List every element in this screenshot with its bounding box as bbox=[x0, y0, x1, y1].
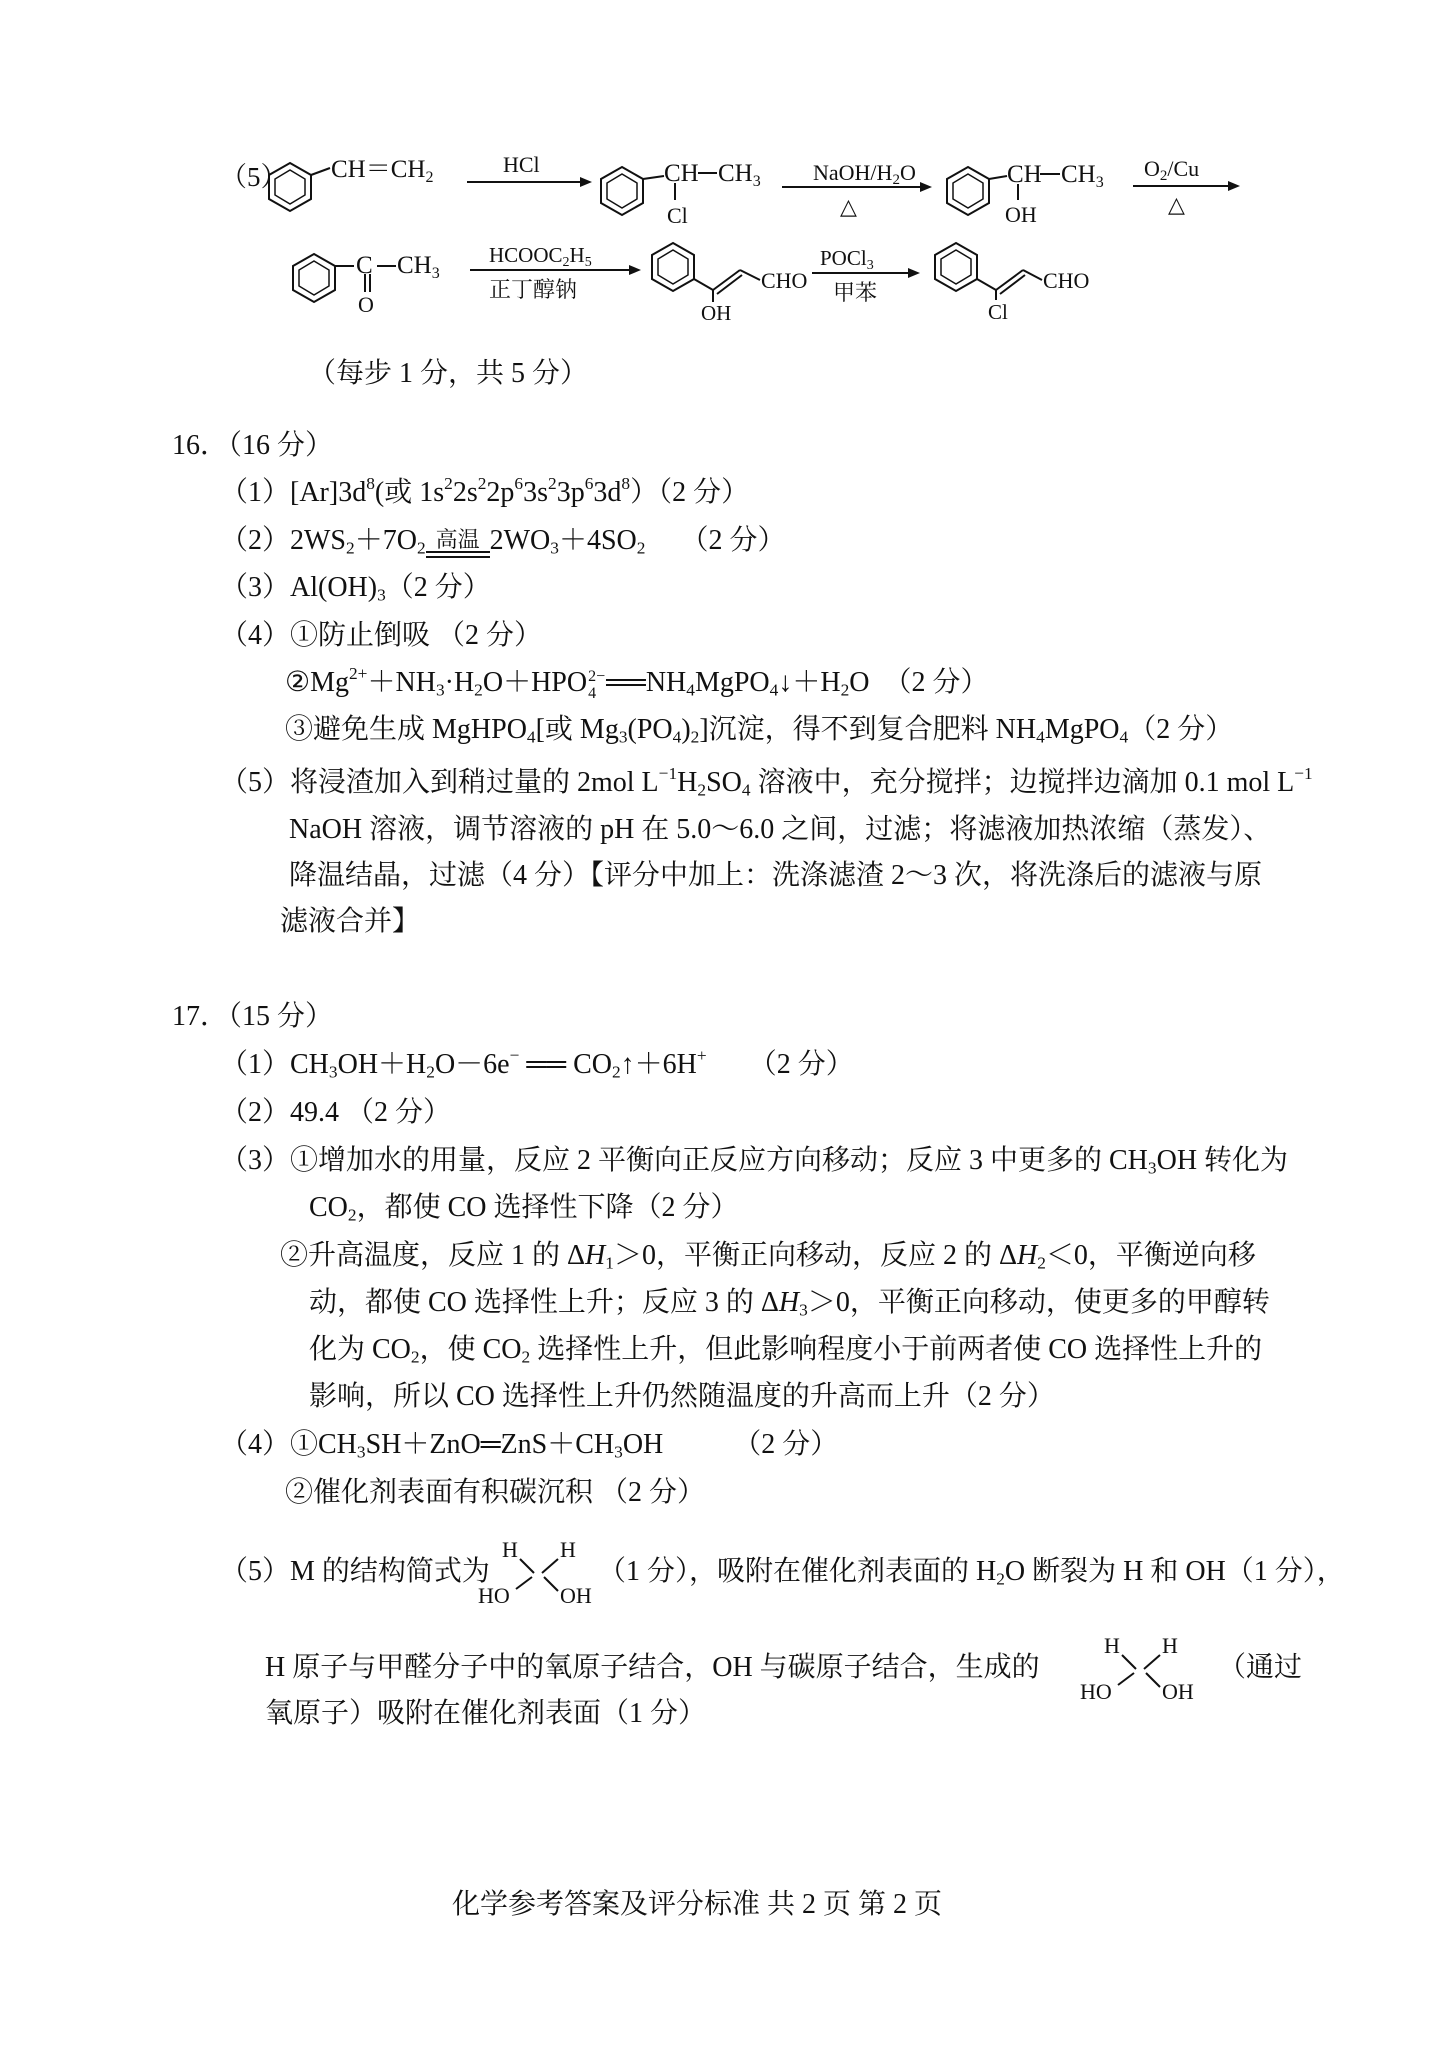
svg-text:△: △ bbox=[840, 194, 857, 219]
svg-text:HO: HO bbox=[1080, 1679, 1112, 1704]
q17-line12-post: （通过 bbox=[1218, 1652, 1303, 1683]
svg-text:CHO: CHO bbox=[1043, 268, 1090, 293]
svg-text:OH: OH bbox=[560, 1583, 592, 1608]
q16-line6: ③避免生成 MgHPO$_4$[或 $Mg_3(PO_4)_2$]沉淀，得不到复合肥料 $NH_4MgPO_4(2$ 分） bbox=[285, 714, 1234, 747]
q16-line8: NaOH 溶液，调节溶液的 pH 在 5.0～6.0 之间，过滤；将滤液加热浓缩（蒸发）、 bbox=[289, 814, 1272, 845]
svg-text:△: △ bbox=[1168, 192, 1185, 217]
q17-line8: 影响，所以 CO 选择性上升仍然随温度的升高而上升（2 分） bbox=[309, 1381, 1055, 1412]
svg-text:O2/Cu: O2/Cu bbox=[1144, 156, 1200, 184]
q16-line9: 降温结晶，过滤（4 分）【评分中加上：洗涤滤渣 2～3 次，将洗涤后的滤液与原 bbox=[289, 860, 1263, 891]
benzene-ring-5 bbox=[652, 243, 760, 302]
arrow-naoh bbox=[782, 160, 932, 219]
svg-text:H: H bbox=[1104, 1633, 1120, 1658]
q17-line1: $(1)CH_3OH+H_2O-6e^-$ ══ $CO_2↑+6H^+$ （2 分） bbox=[220, 1045, 854, 1082]
svg-text:OH: OH bbox=[701, 301, 732, 320]
svg-text:C: C bbox=[356, 252, 373, 279]
part5-label: （5） bbox=[220, 162, 288, 192]
q17-line13: 氧原子）吸附在催化剂表面（1 分） bbox=[265, 1698, 707, 1729]
q17-line3: （3）①增加水的用量，反应 2 平衡向正反应方向移动；反应 3 中更多的 $CH_3OH$ 转化为 bbox=[220, 1145, 1289, 1178]
q17-line11-post: （1 分），吸附在催化剂表面的 $H_2O$ 断裂为 H 和 OH（1 分）， bbox=[598, 1556, 1345, 1589]
svg-text:Cl: Cl bbox=[988, 300, 1008, 320]
svg-text:POCl3: POCl3 bbox=[820, 246, 874, 273]
q17-line4: $CO_2$，都使 CO 选择性下降（2 分） bbox=[309, 1192, 739, 1225]
methanediol-structure-2 bbox=[1080, 1631, 1200, 1707]
q17-line12-pre: H 原子与甲醛分子中的氧原子结合，OH 与碳原子结合，生成的 bbox=[265, 1652, 1040, 1683]
svg-text:Cl: Cl bbox=[667, 203, 688, 228]
q16-line7: （5）将浸渣加入到稍过量的 2mol $L^{-1}H_2SO_4$ 溶液中，充分搅拌；边搅拌边滴加 0.1 mol $L^{-1}$ bbox=[220, 763, 1313, 800]
svg-text:HCl: HCl bbox=[503, 152, 540, 177]
svg-text:CH: CH bbox=[664, 160, 699, 187]
q15-scoring-note: （每步 1 分，共 5 分） bbox=[308, 358, 589, 389]
svg-text:CH3: $CH_3$ bbox=[1061, 161, 1104, 191]
svg-text:正丁醇钠: 正丁醇钠 bbox=[489, 277, 578, 302]
condition-high-temp: 高温 bbox=[426, 529, 490, 558]
q17-line10: ②催化剂表面有积碳沉积 （2 分） bbox=[285, 1477, 706, 1508]
arrow-hcl bbox=[467, 152, 592, 187]
q17-line11-pre: （5）M 的结构简式为 bbox=[220, 1556, 490, 1587]
benzene-ring-4 bbox=[293, 254, 396, 302]
q16-line1: $(1)[Ar]3d^8$(或 $1s^22s^22p^63s^23p^63d^8)(2$ 分） bbox=[220, 473, 750, 508]
svg-text:HO: HO bbox=[478, 1583, 510, 1608]
reaction-scheme-row2 bbox=[280, 240, 1110, 320]
page-footer: 化学参考答案及评分标准 共 2 页 第 2 页 bbox=[452, 1889, 943, 1920]
q16-line3: $(3)Al(OH)_3(2$ 分） bbox=[220, 572, 491, 605]
svg-text:CH: CH bbox=[1007, 161, 1042, 188]
q17-header: 17．（15 分） bbox=[172, 1001, 334, 1032]
svg-text:CH3: $CH_3$ bbox=[718, 160, 761, 190]
benzene-ring-2 bbox=[601, 167, 717, 215]
arrow-hcooc2h5 bbox=[470, 243, 641, 302]
q16-line2: $(2)2WS_2+7O_2$ 高温 $2WO_3+4SO_2$ （2 分） bbox=[220, 525, 786, 558]
methanediol-structure-1 bbox=[478, 1535, 598, 1611]
svg-text:HCOOC2H5: HCOOC2H5 bbox=[489, 243, 592, 270]
benzene-ring-3 bbox=[947, 167, 1060, 215]
q16-line10: 滤液合并】 bbox=[280, 906, 421, 937]
q16-line5: $②Mg^{2+}+NH_3\cdot H_2O+HPO$ 2− 4 $══NH_4MgPO_4↓+H_2O$ （2 分） bbox=[285, 663, 989, 702]
svg-text:CH＝CH2: $CH=CH_2$ bbox=[331, 156, 434, 186]
arrow-pocl3 bbox=[812, 246, 920, 305]
svg-text:NaOH/H2O: NaOH/H2O bbox=[813, 160, 916, 188]
arrow-o2-cu bbox=[1133, 156, 1240, 217]
benzene-ring-6 bbox=[935, 243, 1042, 300]
q16-header: 16．（16 分） bbox=[172, 430, 334, 461]
svg-text:H: H bbox=[560, 1537, 576, 1562]
q17-line9: $(4)①CH_3SH+ZnO═ZnS+CH_3OH$ （2 分） bbox=[220, 1429, 839, 1462]
reaction-scheme-row1 bbox=[220, 150, 1240, 230]
svg-text:H: H bbox=[502, 1537, 518, 1562]
q17-line7: 化为 $CO_2$，使 $CO_2$ 选择性上升，但此影响程度小于前两者使 CO 选择性上升的 bbox=[309, 1334, 1263, 1367]
svg-text:CHO: CHO bbox=[761, 268, 808, 293]
svg-text:甲苯: 甲苯 bbox=[833, 280, 878, 305]
svg-text:OH: OH bbox=[1162, 1679, 1194, 1704]
svg-text:H: H bbox=[1162, 1633, 1178, 1658]
svg-text:O: O bbox=[358, 292, 374, 317]
svg-text:OH: OH bbox=[1005, 202, 1037, 227]
q16-line4: （4）①防止倒吸 （2 分） bbox=[220, 620, 543, 651]
q17-line5: ②升高温度，反应 1 的 $\Delta H_1>0$，平衡正向移动，反应 2 的 $\Delta H_2<0$，平衡逆向移 bbox=[280, 1240, 1256, 1273]
svg-text:CH3: $CH_3$ bbox=[397, 252, 440, 282]
q17-line6: 动，都使 CO 选择性上升；反应 3 的 $\Delta H_3>0$，平衡正向移动，使更多的甲醇转 bbox=[309, 1287, 1270, 1320]
q17-line2: （2）49.4 （2 分） bbox=[220, 1097, 452, 1128]
